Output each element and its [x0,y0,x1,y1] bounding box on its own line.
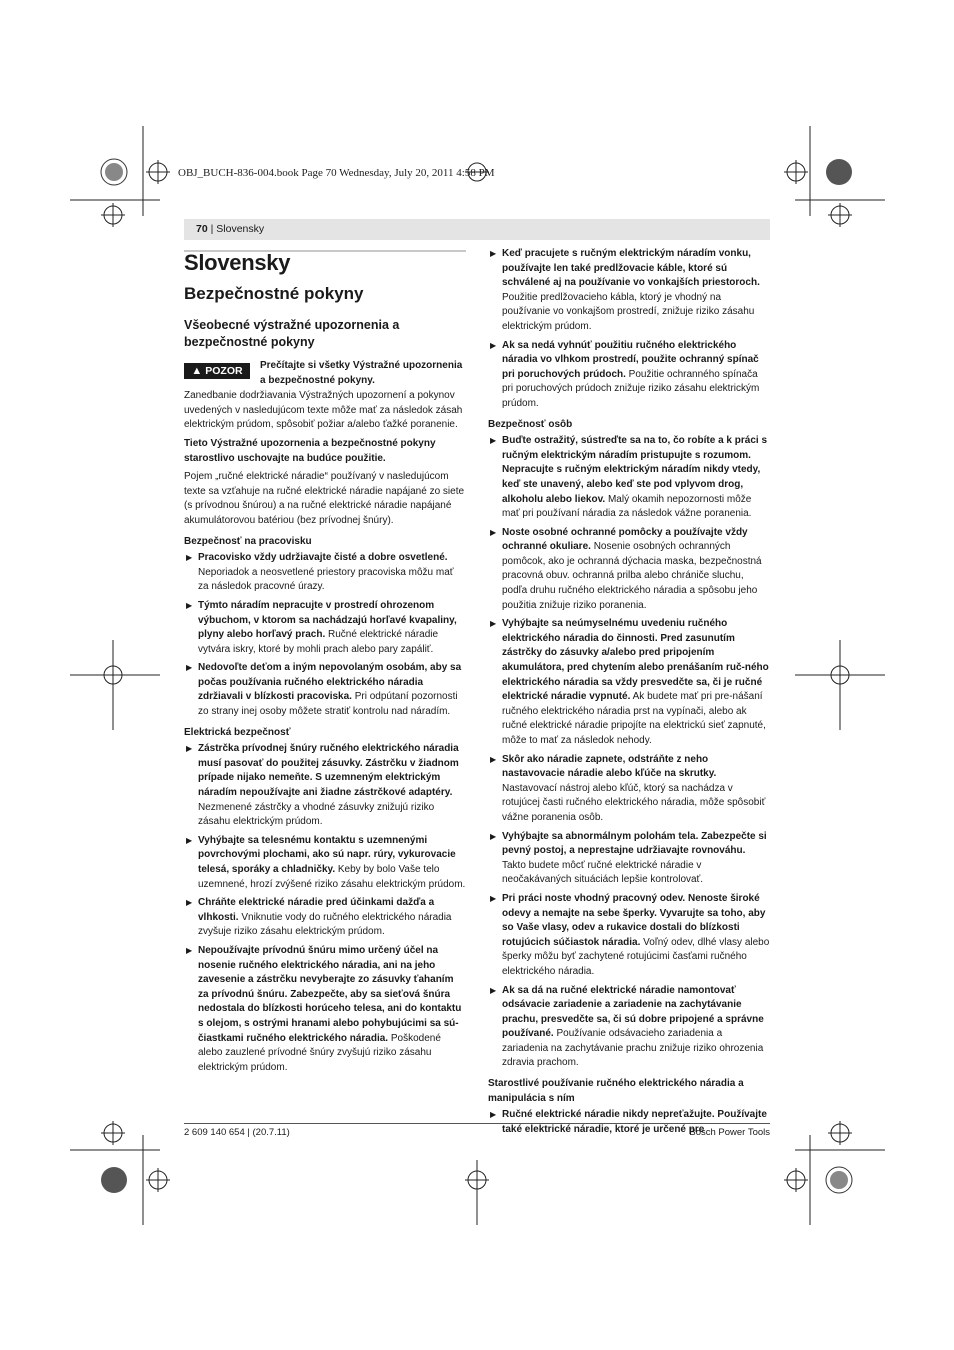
item-text: Takto budete môcť ručné elektrické náradie v neočakávaných situáciách lepšie kontrolovať. [502,859,704,886]
item-bold: Buďte ostražitý, sústreďte sa na to, čo robíte a k práci s ručným elektrickým náradím pristupujte s rozumom. Nepracujte s ručným elektrickým náradím nikdy vtedy, keď ste unavený, alebo keď ste pod vplyvom drog, alkoholu alebo liekov. [502,435,768,505]
item-text: Použitie predlžovacieho kábla, ktorý je vhodný na používanie vo vonkajšom prostredí, znižuje riziko zásahu elektrickým prúdom. [502,291,755,332]
list-item [184,661,466,719]
bullet-arrow-icon: ▶ [186,898,193,908]
subsection-title: Všeobecné výstražné upozornenia a bezpečnostné pokyny [184,318,400,350]
item-bold: Chráňte elektrické náradie pred účinkami dažďa a vlhkosti. [198,897,435,923]
list-item [488,247,770,335]
list-item [488,892,770,980]
list-item [488,984,770,1072]
list-item [488,830,770,888]
section-heading: Bezpečnosť na pracovisku [184,535,312,547]
list-item [184,944,466,1075]
item-bold: Ak sa dá na ručné elektrické náradie namontovať odsávacie zariadenie a zariadenie na zachytávanie prachu, presvedčte sa, či sú dobre pripojené a správne používané. [502,984,764,1040]
page-title: Slovensky [184,250,291,275]
header-language: Slovensky [216,223,265,235]
bullet-arrow-icon: ▶ [490,754,497,764]
print-header: OBJ_BUCH-836-004.book Page 70 Wednesday, July 20, 2011 4:58 PM [178,167,495,179]
warning-triangle-icon: ▲ [191,365,203,378]
section-heading: Bezpečnosť osôb [488,418,573,430]
item-bold: Vyhýbajte sa neúmyselnému uvedeniu ručného elektrického náradia do činnosti. Pred zasunutím zástrčky do zásuvky a/alebo pred pripojením akumulátora, pred chytením alebo prenášaním ruč-ného elektrického náradia sa vždy presvedčte sa, či je ručné elektrické náradie vypnuté. [502,618,769,703]
list-item [488,339,770,412]
item-text: Nezmenené zástrčky a vhodné zásuvky znižujú riziko zásahu elektrickým prúdom. [198,801,435,828]
item-bold: Nedovoľte deťom a iným nepovolaným osobám, aby sa počas používania ručného elektrického náradia zdržiavali v blízkosti pracoviska. [198,662,462,703]
warning-heading: Prečítajte si všetky Výstražné upozornenia a bezpečnostné pokyny. [260,360,463,386]
bullet-arrow-icon: ▶ [490,340,497,350]
page-header [184,219,770,240]
item-text: Pri odpútaní pozornosti zo strany inej osoby môžete stratiť kontrolu nad náradím. [198,691,458,718]
page-number: 70 [196,223,208,235]
bullet-list [488,247,770,412]
bullet-arrow-icon: ▶ [490,619,497,629]
item-text: Poškodené alebo zauzlené prívodné šnúry zvyšujú riziko zásahu elektrickým prúdom. [198,1032,441,1073]
item-bold: Zástrčka prívodnej šnúry ručného elektrického náradia musí pasovať do použitej zásuvky. Zástrčku v žiadnom prípade nijako nemeňte. S uzemneným elektrickým náradím nepoužívajte ani žiadne zástrčkové adaptéry. [198,743,459,799]
item-bold: Vyhýbajte sa telesnému kontaktu s uzemnenými povrchovými plochami, ako sú napr. rúry, vykurovacie telesá, sporáky a chladničky. [198,834,456,875]
list-item [488,526,770,614]
section-heading: Starostlivé používanie ručného elektrického náradia a manipulácia s ním [488,1078,744,1104]
pozor-label: POZOR [205,365,243,378]
item-text: Použitie ochranného spínača pri poruchových prúdoch znižuje riziko zásahu elektrickým prúdom. [502,368,760,409]
item-text: Ručné elektrické náradie vytvára iskry, ktoré by mohli prach alebo pary zapáliť. [198,629,439,655]
item-bold: Pracovisko vždy udržiavajte čisté a dobre osvetlené. [198,552,448,564]
item-bold: Vyhýbajte sa abnormálnym polohám tela. Zabezpečte si pevný postoj, a neprestajne udržiavajte rovnováhu. [502,830,767,857]
bullet-arrow-icon: ▶ [490,893,497,903]
footer-brand: Bosch Power Tools [689,1127,770,1138]
item-bold: Ručné elektrické náradie nikdy nepreťažujte. Používajte také elektrické náradie, ktoré je určené pre [502,1109,767,1135]
warning-block [184,359,466,389]
bullet-arrow-icon: ▶ [490,436,497,446]
warning-text: Zanedbanie dodržiavania Výstražných upozornení a pokynov uvedených v nasledujúcom texte môže mať za následok zásah elektrickým prúdom, spôsobiť požiar a/alebo ťažké poranenie. [184,390,463,431]
bullet-arrow-icon: ▶ [490,985,497,995]
item-bold: Nepoužívajte prívodnú šnúru mimo určený účel na nosenie ručného elektrického náradia, ani na jeho zavesenie a zástrčku nevyberajte zo zásuvky ťahaním za prívodnú šnúru. Zabezpečte, aby sa sieťová šnúra nedostala do blízkosti horúceho telesa, ani do kontaktu s olejom, s ostrými hranami alebo pohybujúcimi sa sú-čiastkami ručného elektrického náradia. [198,944,462,1044]
right-column [488,247,770,1141]
list-item [488,434,770,522]
left-column [184,250,466,1079]
list-item [488,617,770,748]
item-text: Vniknutie vody do ručného elektrického náradia zvyšuje riziko zásahu elektrickým prúdom. [198,911,452,938]
bullet-list [184,742,466,1075]
bullet-arrow-icon: ▶ [186,835,193,845]
header-separator: | [210,223,214,235]
item-text: Nosenie osobných ochranných pomôcok, ako je ochranná dýchacia maska, bezpečnostná pracovná obuv. ochranná prilba alebo chrániče sluchu, podľa druhu ručného elektrického náradia a spôsobu jeho použitia znižuje riziko poranenia. [502,541,762,611]
list-item [184,551,466,595]
item-bold: Ak sa nedá vyhnúť použitiu ručného elektrického náradia vo vlhkom prostredí, použite ochranný spínač pri poruchových prúdoch. [502,339,759,380]
bullet-arrow-icon: ▶ [186,945,193,955]
item-bold: Pri práci noste vhodný pracovný odev. Nenoste široké odevy a nemajte na sebe šperky. Vyvarujte sa toho, aby so Vaše vlasy, odev a rukavice dostali do blízkosti rotujúcich súčiastok náradia. [502,892,766,948]
item-bold: Noste osobné ochranné pomôcky a používajte vždy ochranné okuliare. [502,526,748,553]
bullet-arrow-icon: ▶ [186,600,193,610]
bullet-arrow-icon: ▶ [186,553,193,563]
bullet-list [488,434,770,1071]
section-title: Bezpečnostné pokyny [184,283,364,303]
bullet-arrow-icon: ▶ [490,527,497,537]
item-text: Ak budete mať pri pre-nášaní ručného elektrického náradia prst na vypínači, alebo ak ručné elektrické náradie pripojíte na elektrickú sieť zapnuté, môže to mať za následok nehody. [502,691,766,746]
bullet-arrow-icon: ▶ [490,1110,497,1120]
pozor-badge [184,363,250,379]
bullet-arrow-icon: ▶ [186,663,193,673]
list-item [184,834,466,892]
definition: Pojem „ručné elektrické náradie“ používaný v nasledujúcom texte sa vzťahuje na ručné elektrické náradie napájané zo siete (s prívodnou šnúrou) a na ručné elektrické náradie napájané akumulátorovou batériou (bez prívodnej šnúry). [184,471,465,526]
bullet-list [184,551,466,720]
list-item [184,742,466,830]
list-item [184,599,466,657]
list-item [184,896,466,940]
bullet-arrow-icon: ▶ [490,249,497,258]
footer-code: 2 609 140 654 | (20.7.11) [184,1127,290,1138]
item-text: Voľný odev, dlhé vlasy alebo šperky môžu byť zachytené rotujúcimi časťami ručného elektrického náradia. [502,936,770,977]
item-text: Neporiadok a neosvetlené priestory pracoviska môžu mať za následok pracovné úrazy. [198,566,454,593]
item-bold: Skôr ako náradie zapnete, odstráňte z neho nastavovacie náradie alebo kľúče na skrutky. [502,753,717,780]
item-text: Nastavovací nástroj alebo kľúč, ktorý sa nachádza v rotujúcej časti ručného elektrického náradia, môže spôsobiť vážne poranenia osôb. [502,782,766,823]
item-text: Malý okamih nepozornosti môže mať pri používaní náradia za následok vážne poranenia. [502,493,752,520]
item-text: Používanie odsávacieho zariadenia a zariadenia na zachytávanie prachu znižuje riziko ohrozenia zdravia prachom. [502,1028,764,1069]
bullet-arrow-icon: ▶ [490,831,497,841]
item-bold: Keď pracujete s ručným elektrickým náradím vonku, používajte len také predlžovacie káble, ktoré sú schválené aj na používanie vo vonkajších priestoroch. [502,248,760,289]
footer-rule [184,1123,770,1124]
keep-note: Tieto Výstražné upozornenia a bezpečnostné pokyny starostlivo uschovajte na budúce použitie. [184,437,436,464]
list-item [488,753,770,826]
bullet-arrow-icon: ▶ [186,744,193,754]
item-bold: Týmto náradím nepracujte v prostredí ohrozenom výbuchom, v ktorom sa nachádzajú horľavé kvapaliny, plyny alebo horľavý prach. [198,599,457,641]
section-heading: Elektrická bezpečnosť [184,726,291,738]
item-text: Keby by bolo Vaše telo uzemnené, hrozí zvýšené riziko zásahu elektrickým prúdom. [198,864,466,890]
